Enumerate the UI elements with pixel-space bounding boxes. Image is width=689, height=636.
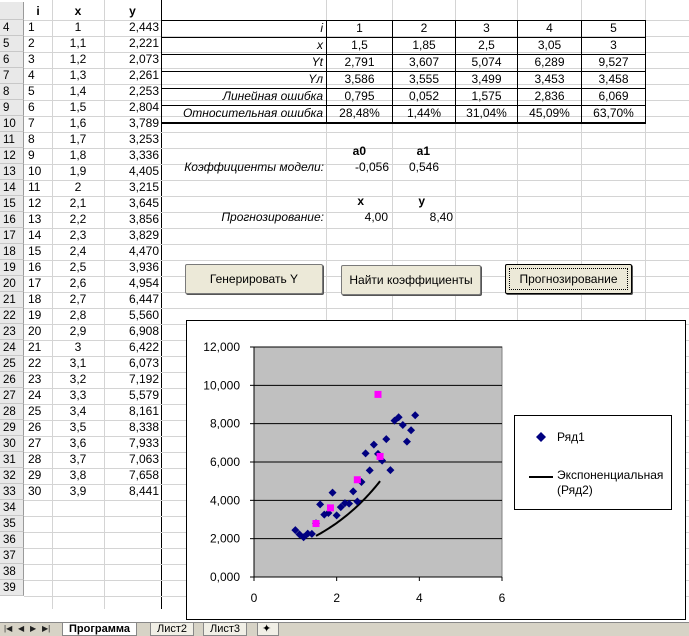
- cell-y[interactable]: 2,073: [128, 52, 159, 66]
- tab-list2[interactable]: Лист2: [150, 623, 194, 636]
- calc-cell[interactable]: 3: [581, 37, 645, 55]
- cell-y[interactable]: 5,560: [128, 308, 159, 322]
- row-number[interactable]: 16: [0, 212, 24, 228]
- forecast-y-value[interactable]: 8,40: [429, 210, 453, 224]
- cell-x[interactable]: 1,1: [69, 36, 87, 50]
- coef-a1-value[interactable]: 0,546: [408, 160, 439, 174]
- calc-row-label[interactable]: Относительная ошибка: [182, 106, 323, 120]
- cell-y[interactable]: 3,789: [128, 116, 159, 130]
- calc-row-label[interactable]: Yл: [308, 72, 323, 86]
- cell-y[interactable]: 7,192: [128, 372, 159, 386]
- cell-i[interactable]: 11: [28, 180, 41, 194]
- row-number[interactable]: 22: [0, 308, 24, 324]
- row-number[interactable]: 8: [0, 84, 24, 100]
- row-number[interactable]: 7: [0, 68, 24, 84]
- calc-row-label[interactable]: i: [320, 21, 323, 35]
- x-tick-label: 4: [415, 591, 423, 605]
- cell-i[interactable]: 27: [28, 436, 42, 450]
- cell-y[interactable]: 5,579: [128, 388, 159, 402]
- cell-y[interactable]: 8,161: [128, 404, 159, 418]
- cell-x[interactable]: 1,2: [69, 52, 87, 66]
- cell-i[interactable]: 23: [28, 372, 42, 386]
- cell-y[interactable]: 3,215: [128, 180, 159, 194]
- cell-y[interactable]: 6,908: [128, 324, 159, 338]
- row-number[interactable]: 4: [0, 20, 24, 36]
- row-number[interactable]: 37: [0, 548, 24, 564]
- forecast-x-value[interactable]: 4,00: [364, 210, 388, 224]
- y-tick-label: 0,000: [209, 570, 240, 584]
- coef-header-a1[interactable]: a1: [416, 144, 430, 158]
- cell-y[interactable]: 4,954: [128, 276, 159, 290]
- first-sheet-icon[interactable]: |◀: [4, 624, 13, 633]
- cell-i[interactable]: 26: [28, 420, 42, 434]
- col-header-x[interactable]: x: [74, 4, 82, 18]
- row-number[interactable]: 13: [0, 164, 24, 180]
- cell-y[interactable]: 8,338: [128, 420, 159, 434]
- row-number[interactable]: 25: [0, 356, 24, 372]
- cell-y[interactable]: 8,441: [128, 484, 159, 498]
- cell-x[interactable]: 2,2: [69, 212, 87, 226]
- calc-cell[interactable]: 5: [581, 20, 645, 38]
- forecast-label[interactable]: Прогнозирование:: [221, 210, 324, 224]
- cell-i[interactable]: 25: [28, 404, 42, 418]
- cell-i[interactable]: 17: [28, 276, 42, 290]
- y-tick-label: 8,000: [209, 416, 240, 431]
- cell-i[interactable]: 24: [28, 388, 42, 402]
- calc-cell[interactable]: 4: [517, 20, 581, 38]
- row-number[interactable]: 19: [0, 260, 24, 276]
- calc-cell[interactable]: 2,5: [455, 37, 517, 55]
- cell-x[interactable]: 2,6: [69, 276, 87, 290]
- calc-cell[interactable]: 6,069: [581, 88, 645, 106]
- forecast-header-y[interactable]: y: [418, 194, 425, 208]
- calc-cell[interactable]: 3,607: [392, 54, 455, 72]
- cell-i[interactable]: 3: [28, 52, 35, 66]
- calc-cell[interactable]: 2: [392, 20, 455, 38]
- forecast-button[interactable]: Прогнозирование: [505, 264, 632, 294]
- calc-cell[interactable]: 5,074: [455, 54, 517, 72]
- calc-cell[interactable]: 1: [326, 20, 392, 38]
- calc-cell[interactable]: 1,575: [455, 88, 517, 106]
- cell-i[interactable]: 15: [28, 244, 42, 258]
- calc-cell[interactable]: 1,85: [392, 37, 455, 55]
- row-number[interactable]: 5: [0, 36, 24, 52]
- cell-i[interactable]: 12: [28, 196, 42, 210]
- cell-i[interactable]: 2: [28, 36, 35, 50]
- cell-i[interactable]: 9: [28, 148, 35, 162]
- row-number[interactable]: 11: [0, 132, 24, 148]
- calc-cell[interactable]: 45,09%: [517, 105, 581, 123]
- cell-x[interactable]: 2: [74, 180, 82, 194]
- row-number[interactable]: 31: [0, 452, 24, 468]
- find-coefficients-button[interactable]: Найти коэффициенты: [341, 265, 481, 295]
- cell-i[interactable]: 16: [28, 260, 42, 274]
- row-number[interactable]: 21: [0, 292, 24, 308]
- generate-y-button[interactable]: Генерировать Y: [185, 264, 323, 294]
- row-number[interactable]: 28: [0, 404, 24, 420]
- prev-sheet-icon[interactable]: ◀: [18, 624, 25, 633]
- cell-x[interactable]: 3,1: [69, 356, 87, 370]
- cell-x[interactable]: 2,8: [69, 308, 87, 322]
- x-tick-label: 6: [498, 591, 506, 605]
- calc-cell[interactable]: 9,527: [581, 54, 645, 72]
- cell-i[interactable]: 22: [28, 356, 42, 370]
- row-number[interactable]: 17: [0, 228, 24, 244]
- cell-x[interactable]: 1,3: [69, 68, 87, 82]
- row-number[interactable]: 12: [0, 148, 24, 164]
- row-number[interactable]: 39: [0, 580, 24, 596]
- row-number[interactable]: 32: [0, 468, 24, 484]
- legend-series1-label: Ряд1: [557, 430, 585, 444]
- cell-y[interactable]: 3,936: [128, 260, 159, 274]
- calc-cell[interactable]: 0,052: [392, 88, 455, 106]
- chart-legend[interactable]: [514, 415, 672, 510]
- cell-i[interactable]: 30: [28, 484, 42, 498]
- calc-cell[interactable]: 1,5: [326, 37, 392, 55]
- legend-diamond-icon: [535, 431, 549, 445]
- cell-i[interactable]: 4: [28, 68, 35, 82]
- row-number[interactable]: 29: [0, 420, 24, 436]
- cell-y[interactable]: 6,073: [128, 356, 159, 370]
- cell-i[interactable]: 19: [28, 308, 42, 322]
- legend-trend-label: Экспоненциальная: [557, 468, 664, 482]
- cell-x[interactable]: 1,5: [69, 100, 87, 114]
- cell-i[interactable]: 29: [28, 468, 42, 482]
- x-tick-label: 0: [250, 591, 258, 605]
- row-number[interactable]: 30: [0, 436, 24, 452]
- cell-i[interactable]: 14: [28, 228, 42, 242]
- y-tick-label: 4,000: [209, 493, 240, 508]
- cell-y[interactable]: 3,253: [128, 132, 159, 146]
- legend-line-icon: [529, 475, 553, 479]
- cell-x[interactable]: 3,8: [69, 468, 87, 482]
- row-number[interactable]: 24: [0, 340, 24, 356]
- cell-y[interactable]: 6,422: [128, 340, 159, 354]
- row-number[interactable]: 14: [0, 180, 24, 196]
- cell-y[interactable]: 2,261: [128, 68, 159, 82]
- calc-cell[interactable]: 2,836: [517, 88, 581, 106]
- cell-i[interactable]: 28: [28, 452, 42, 466]
- cell-i[interactable]: 6: [28, 100, 35, 114]
- cell-y[interactable]: 4,470: [128, 244, 159, 258]
- calc-cell[interactable]: 1,44%: [392, 105, 455, 123]
- cell-y[interactable]: 2,443: [128, 20, 159, 34]
- cell-x[interactable]: 2,3: [69, 228, 87, 242]
- next-sheet-icon[interactable]: ▶: [30, 624, 37, 633]
- row-number[interactable]: 15: [0, 196, 24, 212]
- calc-row-label[interactable]: Yt: [311, 55, 323, 69]
- calc-cell[interactable]: 0,795: [326, 88, 392, 106]
- cell-x[interactable]: 2,1: [69, 196, 87, 210]
- row-number[interactable]: 6: [0, 52, 24, 68]
- col-header-i[interactable]: i: [36, 4, 40, 18]
- row-number[interactable]: 20: [0, 276, 24, 292]
- calc-cell[interactable]: 3,499: [455, 71, 517, 89]
- cell-x[interactable]: 1,7: [69, 132, 87, 146]
- cell-y[interactable]: 3,856: [128, 212, 159, 226]
- cell-y[interactable]: 2,804: [128, 100, 159, 114]
- row-number[interactable]: 35: [0, 516, 24, 532]
- cell-x[interactable]: 2,5: [69, 260, 87, 274]
- calc-cell[interactable]: 63,70%: [581, 105, 645, 123]
- calc-cell[interactable]: 6,289: [517, 54, 581, 72]
- calc-cell[interactable]: 3,05: [517, 37, 581, 55]
- cell-x[interactable]: 1,6: [69, 116, 87, 130]
- sheet-tabs-bar: [0, 622, 689, 636]
- row-number[interactable]: 26: [0, 372, 24, 388]
- cell-y[interactable]: 2,253: [128, 84, 159, 98]
- row-number[interactable]: 23: [0, 324, 24, 340]
- last-sheet-icon[interactable]: ▶|: [42, 624, 51, 633]
- calc-cell[interactable]: 3,458: [581, 71, 645, 89]
- row-number[interactable]: 36: [0, 532, 24, 548]
- cell-x[interactable]: 3,7: [69, 452, 87, 466]
- insert-sheet-icon[interactable]: ✦: [257, 623, 279, 636]
- cell-y[interactable]: 7,063: [128, 452, 159, 466]
- forecast-header-x[interactable]: x: [357, 194, 364, 208]
- row-number[interactable]: 10: [0, 116, 24, 132]
- y-tick-label: 2,000: [209, 531, 240, 546]
- cell-x[interactable]: 1,8: [69, 148, 87, 162]
- y-tick-label: 6,000: [209, 455, 240, 469]
- calc-cell[interactable]: 31,04%: [455, 105, 517, 123]
- cell-i[interactable]: 10: [28, 164, 42, 178]
- cell-x[interactable]: 3,9: [69, 484, 87, 498]
- cell-y[interactable]: 7,658: [128, 468, 159, 482]
- cell-y[interactable]: 4,405: [128, 164, 159, 178]
- cell-y[interactable]: 7,933: [128, 436, 159, 450]
- calc-row-label[interactable]: x: [317, 38, 323, 52]
- calc-cell[interactable]: 3,555: [392, 71, 455, 89]
- cell-i[interactable]: 7: [28, 116, 35, 130]
- tab-programma[interactable]: Программа: [62, 623, 137, 636]
- cell-x[interactable]: 3,2: [69, 372, 87, 386]
- calc-row-label[interactable]: Линейная ошибка: [222, 89, 323, 103]
- calc-cell[interactable]: 3: [455, 20, 517, 38]
- cell-x[interactable]: 2,7: [69, 292, 87, 306]
- calc-row-divider: [161, 122, 646, 123]
- cell-i[interactable]: 18: [28, 292, 42, 306]
- cell-i[interactable]: 20: [28, 324, 42, 338]
- coef-label[interactable]: Коэффициенты модели:: [184, 160, 324, 174]
- cell-y[interactable]: 3,645: [128, 196, 159, 210]
- y-tick-label: 10,000: [203, 378, 240, 393]
- coef-a0-value[interactable]: -0,056: [354, 160, 389, 174]
- row-number[interactable]: 27: [0, 388, 24, 404]
- cell-i[interactable]: 13: [28, 212, 42, 226]
- calc-cell[interactable]: 3,586: [326, 71, 392, 89]
- y-tick-label: 12,000: [203, 340, 240, 354]
- row-number[interactable]: 9: [0, 100, 24, 116]
- cell-x[interactable]: 3: [74, 340, 82, 354]
- cell-i[interactable]: 5: [28, 84, 35, 98]
- calc-cell[interactable]: 28,48%: [326, 105, 392, 123]
- cell-y[interactable]: 3,336: [128, 148, 159, 162]
- row-number[interactable]: 18: [0, 244, 24, 260]
- legend-trend-sublabel: (Ряд2): [557, 483, 593, 497]
- col-header-y[interactable]: y: [129, 4, 136, 18]
- cell-x[interactable]: 3,5: [69, 420, 87, 434]
- cell-x[interactable]: 3,6: [69, 436, 87, 450]
- cell-x[interactable]: 3,4: [69, 404, 87, 418]
- coef-header-a0[interactable]: a0: [352, 144, 366, 158]
- cell-x[interactable]: 1: [74, 20, 82, 34]
- cell-y[interactable]: 2,221: [128, 36, 159, 50]
- tab-list3[interactable]: Лист3: [203, 623, 247, 636]
- cell-i[interactable]: 1: [28, 20, 35, 34]
- cell-x[interactable]: 2,4: [69, 244, 87, 258]
- cell-y[interactable]: 6,447: [128, 292, 159, 306]
- cell-x[interactable]: 3,3: [69, 388, 87, 402]
- x-tick-label: 2: [333, 591, 341, 605]
- row-number[interactable]: 38: [0, 564, 24, 580]
- calc-cell[interactable]: 2,791: [326, 54, 392, 72]
- calc-cell[interactable]: 3,453: [517, 71, 581, 89]
- cell-x[interactable]: 1,9: [69, 164, 87, 178]
- cell-x[interactable]: 1,4: [69, 84, 87, 98]
- cell-i[interactable]: 21: [28, 340, 42, 354]
- cell-i[interactable]: 8: [28, 132, 35, 146]
- row-number[interactable]: 33: [0, 484, 24, 500]
- row-header[interactable]: [0, 2, 24, 20]
- row-number[interactable]: 34: [0, 500, 24, 516]
- cell-x[interactable]: 2,9: [69, 324, 87, 338]
- cell-y[interactable]: 3,829: [128, 228, 159, 242]
